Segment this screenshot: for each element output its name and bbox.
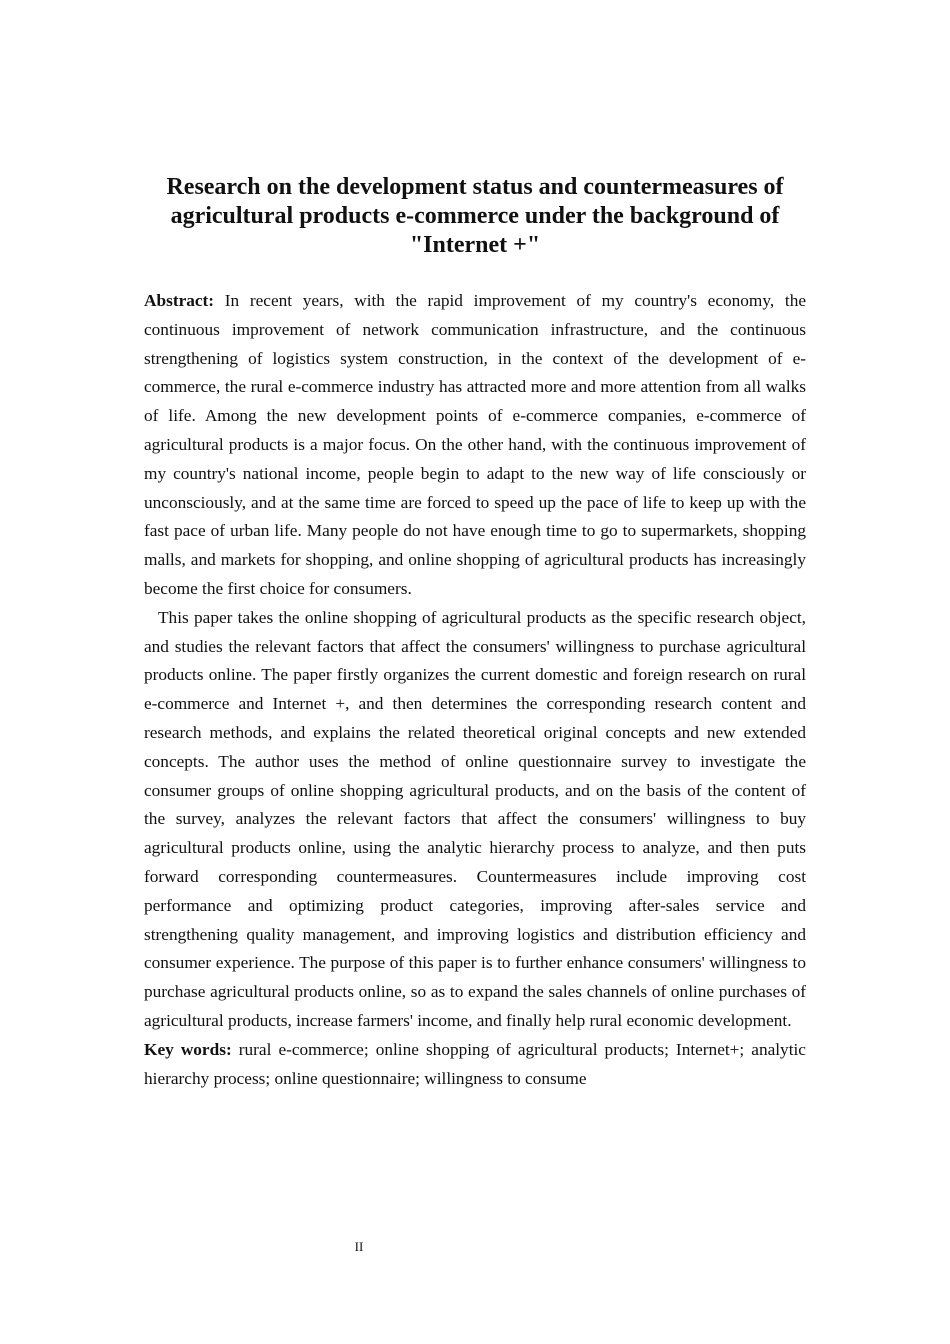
keywords-label: Key words: [144, 1039, 232, 1059]
abstract-paragraph-2: This paper takes the online shopping of agricultural products as the specific research object, and studies the relevant factors that affect the consumers' willingness to purchase agricultural products online. The paper firstly organizes the current domestic and foreign research on rural e-commerce and Internet +, and then determines the corresponding research content and research methods, and explains the related theoretical original concepts and new extended concepts. The author uses the method of online questionnaire survey to investigate the consumer groups of online shopping agricultural products, and on the basis of the content of the survey, analyzes the relevant factors that affect the consumers' willingness to buy agricultural products online, using the analytic hierarchy process to analyze, and then puts forward corresponding countermeasures. Countermeasures include improving cost performance and optimizing product categories, improving after-sales service and strengthening quality management, and improving logistics and distribution efficiency and consumer experience. The purpose of this paper is to further enhance consumers' willingness to purchase agricultural products online, so as to expand the sales channels of online purchases of agricultural products, increase farmers' income, and finally help rural economic development. [144, 607, 806, 1030]
page-number: II [354, 1239, 364, 1254]
paper-title: Research on the development status and countermeasures of agricultural products e-commerce under the background of "Internet +" [166, 174, 784, 258]
abstract-text-1: In recent years, with the rapid improvement of my country's economy, the continuous improvement of network communication infrastructure, and the continuous strengthening of logistics system construction, in the context of the development of e-commerce, the rural e-commerce industry has attracted more and more attention from all walks of life. Among the new development points of e-commerce companies, e-commerce of agricultural products is a major focus. On the other hand, with the continuous improvement of my country's national income, people begin to adapt to the new way of life consciously or unconsciously, and at the same time are forced to speed up the pace of life to keep up with the fast pace of urban life. Many people do not have enough time to go to supermarkets, shopping malls, and markets for shopping, and online shopping of agricultural products has increasingly become the first choice for consumers. [144, 291, 807, 598]
keywords-text: rural e-commerce; online shopping of agricultural products; Internet+; analytic hierarchy process; online questionnaire; willingness to consume [144, 1039, 806, 1088]
abstract-paragraph-1 [144, 287, 806, 604]
abstract-label: Abstract: [144, 291, 215, 310]
keywords-paragraph [144, 1036, 806, 1094]
abstract-section [144, 287, 806, 1093]
